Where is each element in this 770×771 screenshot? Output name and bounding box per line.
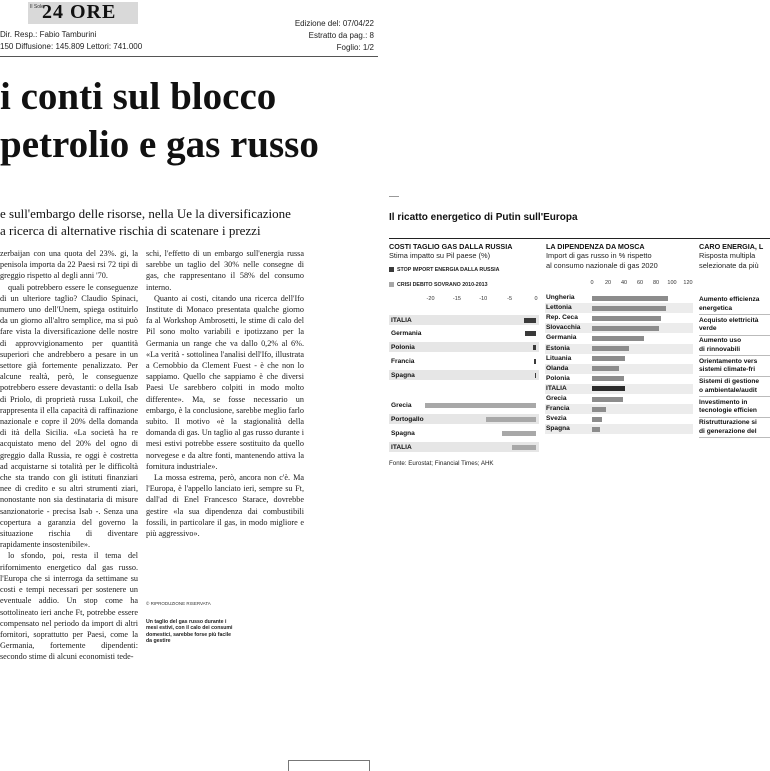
infographic-top-rule	[389, 238, 770, 239]
infographic-source: Fonte: Eurostat; Financial Times; AHK	[389, 460, 494, 467]
bar	[525, 331, 536, 336]
headline-line-2: petrolio e gas russo	[0, 124, 319, 166]
bar	[592, 427, 600, 432]
panel3-title: CARO ENERGIA, L	[699, 242, 764, 251]
bar	[592, 386, 625, 391]
bar	[592, 296, 668, 301]
row-label: Grecia	[391, 402, 412, 409]
tick-label: -5	[507, 296, 513, 302]
measure-item-line: sistemi climate-fri	[699, 366, 756, 374]
measure-item-line: energetica	[699, 304, 732, 312]
measure-item	[699, 419, 770, 436]
measure-item-line: tecnologie efficien	[699, 407, 757, 415]
panel1-subtitle: Stima impatto su Pil paese (%)	[389, 251, 491, 260]
item-divider	[699, 314, 770, 315]
row-label: ITALIA	[546, 384, 567, 392]
item-divider	[699, 376, 770, 377]
row-label: Polonia	[391, 344, 415, 351]
bar	[533, 345, 536, 350]
row-label: Spagna	[391, 372, 415, 379]
item-divider	[699, 437, 770, 438]
row-label: ITALIA	[391, 444, 412, 451]
panel3-subtitle-2: selezionate da più	[699, 261, 759, 270]
panel1-title: COSTI TAGLIO GAS DALLA RUSSIA	[389, 242, 513, 251]
row-label: Estonia	[546, 344, 570, 352]
newspaper-logo	[28, 2, 138, 24]
sheet-number: Foglio: 1/2	[336, 43, 374, 52]
edition-date: Edizione del: 07/04/22	[294, 19, 374, 28]
bar	[592, 417, 602, 422]
row-label: Lituania	[546, 354, 572, 362]
bar	[592, 346, 629, 351]
tick-label: 0	[590, 280, 594, 286]
circulation-line: 150 Diffusione: 145.809 Lettori: 741.000	[0, 42, 143, 51]
row-label: Portogallo	[391, 416, 424, 423]
logo-small-text: Il Sole	[30, 4, 44, 10]
tick-label: 20	[604, 280, 612, 286]
legend-swatch-light	[389, 282, 394, 287]
panel2-title: LA DIPENDENZA DA MOSCA	[546, 242, 645, 251]
measure-item-line: verde	[699, 325, 717, 333]
row-label: Svezia	[546, 415, 567, 423]
bar	[592, 326, 659, 331]
paragraph: quali potrebbero essere le conseguenze di un ulteriore taglio? Claudio Spinaci, numero uno dell'Unem, spiega ostituirlo da un giorno all'altro semplice, ma si può fare vista la diversificazione delle nostre di approvvigionamento per quantità superiori che andrebbero a pesare in un settore già fortemente penalizzato. Per alcune realtà, però, le conseguenze potrebbero essere devastanti: o della Isab di Priolo, di proprietà russa Lukoil, che rappresenta il ella capacità di raffinazione nazionale e copre il 20% della domanda di ità della Sicilia. «La società ha re acquistato meno del 20% del ogno di greggio dalla Russia, re oggi è costretta ad acquistarne si totalità per le difficoltà che sta trando con gli istituti finanziari nee di credito e su altri strumenti ziari, nonostante non sia destinataria di misure sanzionatorie - precisa Isab -. Senza una copertura a garanzia del governo la situazione rischia di diventare rapidamente insostenibile».	[0, 282, 138, 550]
measure-item-line: Aumento efficienza	[699, 296, 760, 303]
measure-item-line: di rinnovabili	[699, 345, 741, 353]
measure-item	[699, 358, 770, 375]
infographic-mark	[389, 196, 399, 197]
item-divider	[699, 355, 770, 356]
subhead-line-1: e sull'embargo delle risorse, nella Ue la diversificazione	[0, 206, 291, 221]
measure-item	[699, 337, 770, 354]
infographic-title: Il ricatto energetico di Putin sull'Europa	[389, 212, 578, 223]
bar	[512, 445, 536, 450]
article-column-1	[0, 248, 138, 770]
row-label: Spagna	[391, 430, 415, 437]
measure-item	[699, 296, 770, 313]
bar	[592, 376, 624, 381]
paragraph: lo sfondo, poi, resta il tema del rifornimento energetico dal gas russo. l'Europa che si interroga da settimane su costi e tempi necessari per sostenere un eventuale addio. Un stop come ha sottolineato ieri anche Ft, potrebbe essere compensato nel periodo da import di altri fornitori, soprattutto per Paesi, come la Germania, fortemente dipendenti: secondo stime di alcuni economisti tede-	[0, 551, 138, 662]
row-label: Rep. Ceca	[546, 314, 578, 322]
tick-label: -10	[479, 296, 488, 302]
tick-label: 0	[534, 296, 538, 302]
article-column-2	[146, 248, 304, 593]
legend-swatch-dark	[389, 267, 394, 272]
bar	[592, 316, 661, 321]
header-rule	[0, 56, 378, 57]
paragraph: zerbaijan con una quota del 23%. gi, la penisola importa da 22 Paesi rsi 72 tipi di greggio rispetto al degli anni '70.	[0, 249, 138, 281]
measure-item-line: Ristrutturazione si	[699, 419, 757, 426]
measure-item-line: Orientamento vers	[699, 357, 758, 365]
subhead-line-2: a ricerca di alternative rischia di scatenare i prezzi	[0, 223, 261, 238]
extract-page: Estratto da pag.: 8	[308, 31, 374, 40]
panel3-subtitle-1: Risposta multipla	[699, 251, 756, 260]
row-label: Spagna	[546, 425, 570, 433]
legend-label: CRISI DEBITO SOVRANO 2010-2013	[397, 282, 488, 288]
bar	[592, 336, 644, 341]
measure-item	[699, 378, 770, 395]
row-label: Olanda	[546, 364, 569, 372]
photo-caption: Un taglio del gas russo durante i mesi estivi, con il calo dei consumi domestici, sarebbe forse più facile da gestire	[146, 619, 233, 644]
bar	[425, 403, 536, 408]
panel2-subtitle-1: Import di gas russo in % rispetto	[546, 251, 652, 260]
measure-item-line: o ambientale/audit	[699, 386, 757, 394]
row-label: Polonia	[546, 374, 570, 382]
bar	[486, 417, 536, 422]
bottom-frame	[288, 760, 370, 771]
director-line: Dir. Resp.: Fabio Tamburini	[0, 30, 97, 39]
row-label: Slovacchia	[546, 324, 581, 332]
bar	[534, 359, 536, 364]
tick-label: -20	[426, 296, 435, 302]
legend-label: STOP IMPORT ENERGIA DALLA RUSSIA	[397, 267, 500, 273]
bar	[592, 366, 619, 371]
item-divider	[699, 396, 770, 397]
tick-label: 100	[667, 280, 677, 286]
measure-item-line: Investimento in	[699, 398, 748, 406]
bar	[592, 306, 666, 311]
bar	[524, 318, 536, 323]
measure-item-line: Aumento uso	[699, 337, 742, 344]
row-label: Lettonia	[546, 304, 572, 312]
bar	[535, 373, 536, 378]
paragraph: Quanto ai costi, citando una ricerca dell'Ifo Institute di Monaco presentata qualche giorno fa al Workshop Ambrosetti, le stime di calo del Pil sono molto variabili e ipotizzano per la Germania un range che va dallo 0,2% al 6%. «La verità - sottolinea l'analisi dell'Ifo, illustrata a Cernobbio da Clement Fuest - è che non lo sappiamo. Quello che sappiamo è che diversi Paesi Ue sarebbero colpiti in modo molto differente». Ma, se fosse necessario un embargo, è la conclusione, sarebbe meglio farlo subito. Il motivo «è la stagionalità della domanda di gas. Un taglio al gas russo durante i mesi estivi potrebbe essere sostituito da quello norvegese e da altre fonti, mantenendo attiva la fornitura industriale».	[146, 293, 304, 471]
logo-name: 24 ORE	[42, 1, 117, 23]
row-label: Francia	[546, 405, 570, 413]
measure-item-line: Acquisto elettricità	[699, 316, 759, 324]
panel1-legend-stop	[389, 267, 499, 273]
row-label: Grecia	[546, 395, 567, 402]
row-label: Germania	[546, 334, 577, 342]
bar	[592, 356, 625, 361]
item-divider	[699, 335, 770, 336]
bar	[502, 431, 536, 436]
measure-item-line: di generazione del	[699, 427, 757, 435]
row-label: Germania	[391, 330, 422, 337]
row-label: ITALIA	[391, 317, 412, 324]
panel1-legend-crisis	[389, 282, 488, 288]
headline-line-1: i conti sul blocco	[0, 76, 277, 118]
measure-item	[699, 317, 770, 334]
measure-item-line: Sistemi di gestione	[699, 378, 760, 385]
bar	[592, 397, 623, 402]
paragraph: La mossa estrema, però, ancora non c'è. Ma l'Europa, è l'appello lanciato ieri, sempre su Ft, dall'ad di Enel Francesco Starace, dovrebbe gestire «la sua dipendenza dai combustibili fossili, in particolare il gas, in modo migliore e più aggressivo».	[146, 473, 304, 539]
row-label: Ungheria	[546, 294, 575, 301]
tick-label: 80	[652, 280, 660, 286]
tick-label: 60	[636, 280, 644, 286]
bar	[592, 407, 606, 412]
tick-label: 40	[620, 280, 628, 286]
paragraph: schi, l'effetto di un embargo sull'energia russa sarebbe un taglio del 30% nelle consegne di gas, che rappresentano il 58% del consumo interno.	[146, 249, 304, 292]
measure-item	[699, 399, 770, 416]
panel2-subtitle-2: al consumo nazionale di gas 2020	[546, 261, 658, 270]
row-label: Francia	[391, 358, 415, 365]
item-divider	[699, 417, 770, 418]
tick-label: 120	[683, 280, 693, 286]
copyright-note: © RIPRODUZIONE RISERVATA	[146, 601, 211, 606]
tick-label: -15	[452, 296, 461, 302]
